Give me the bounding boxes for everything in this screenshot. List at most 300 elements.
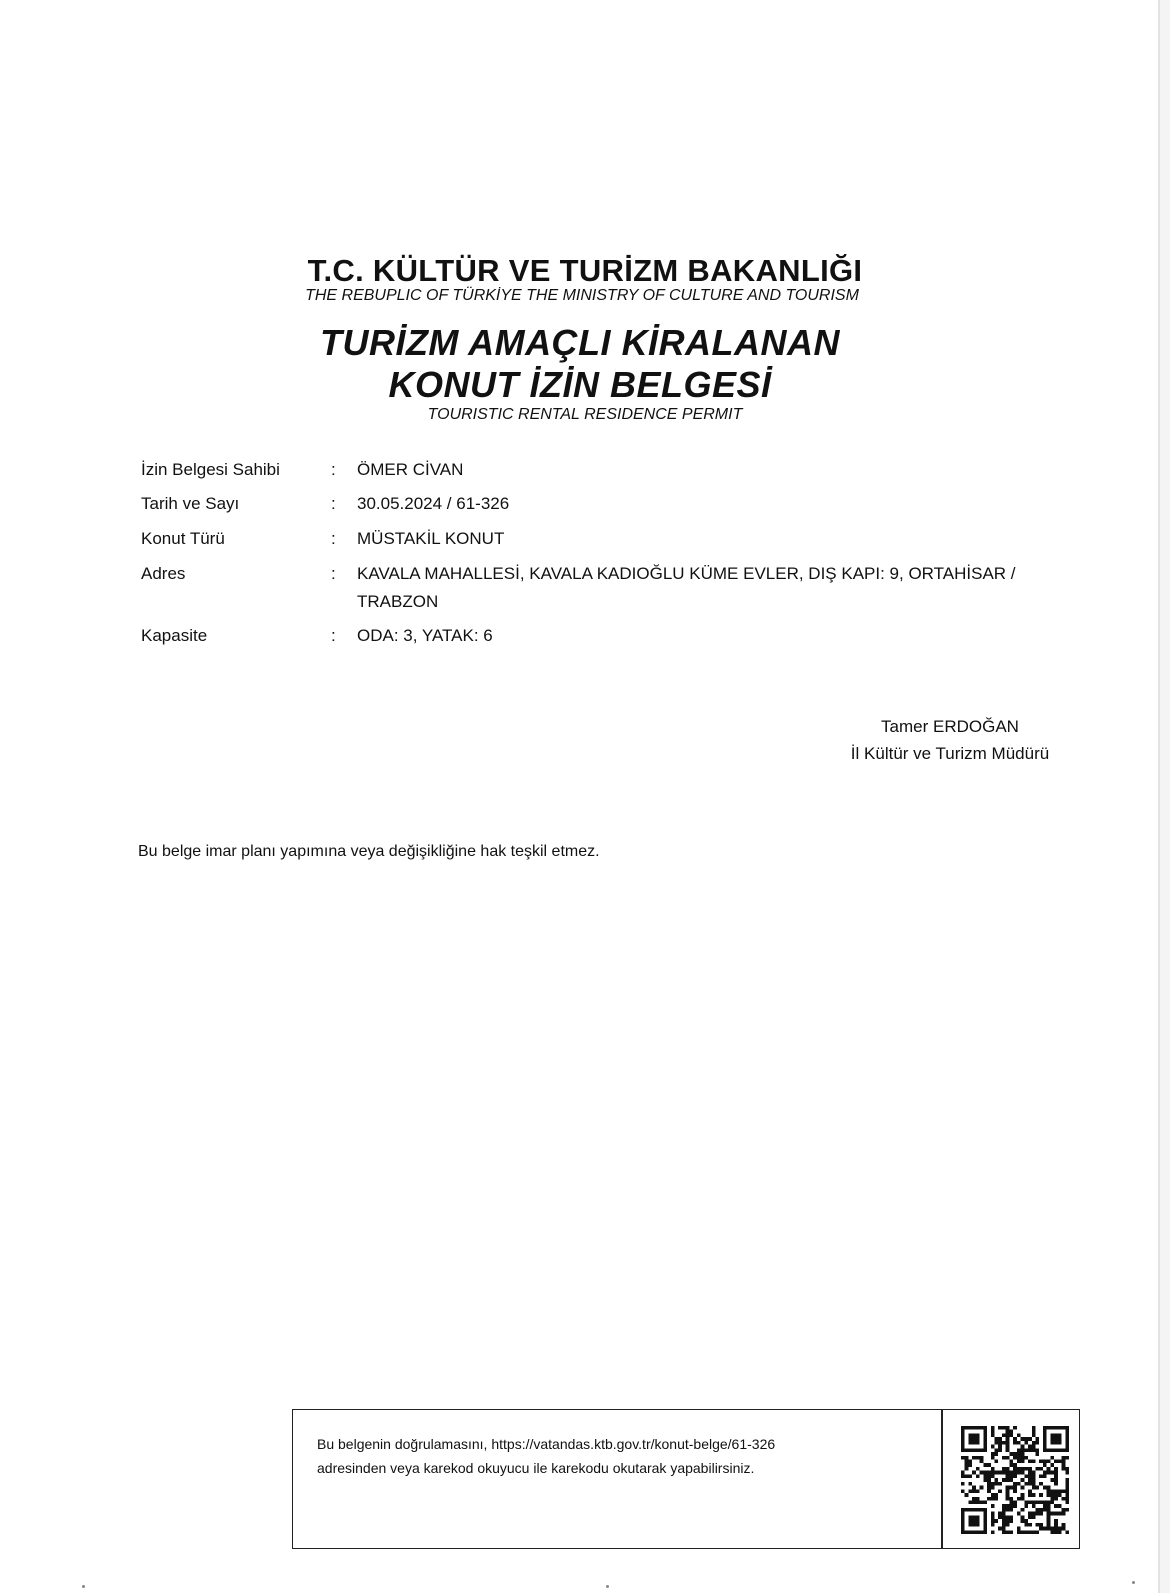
document-title-line1: TURİZM AMAÇLI KİRALANAN [319, 322, 841, 363]
qr-module [1024, 1441, 1028, 1445]
qr-module [1058, 1460, 1062, 1464]
qr-module [961, 1441, 965, 1445]
qr-module [965, 1530, 969, 1534]
qr-module [998, 1437, 1002, 1441]
qr-module [976, 1441, 980, 1445]
qr-module [1021, 1486, 1025, 1490]
qr-module [968, 1519, 972, 1523]
qr-module [968, 1448, 972, 1452]
qr-module [995, 1452, 999, 1456]
qr-module [1062, 1508, 1066, 1512]
qr-module [1054, 1530, 1058, 1534]
qr-module [995, 1493, 999, 1497]
field-label: Kapasite [141, 626, 208, 645]
qr-module [1039, 1467, 1043, 1471]
qr-module [1006, 1497, 1010, 1501]
qr-module [1024, 1448, 1028, 1452]
qr-module [983, 1523, 987, 1527]
qr-module [995, 1482, 999, 1486]
qr-module [1054, 1493, 1058, 1497]
qr-module [1009, 1500, 1013, 1504]
scan-speck [1132, 1581, 1135, 1584]
qr-module [1028, 1482, 1032, 1486]
qr-module [1062, 1456, 1066, 1460]
qr-module [1006, 1430, 1010, 1434]
qr-module [972, 1426, 976, 1430]
qr-module [1035, 1441, 1039, 1445]
field-row-capacity [141, 622, 1091, 652]
qr-module [976, 1426, 980, 1430]
qr-module [1043, 1486, 1047, 1490]
qr-module [1058, 1493, 1062, 1497]
qr-module [1002, 1456, 1006, 1460]
qr-module [1006, 1493, 1010, 1497]
qr-module [1035, 1448, 1039, 1452]
qr-module [983, 1508, 987, 1512]
qr-module [1050, 1512, 1054, 1516]
qr-module [961, 1519, 965, 1523]
field-row-date-number [141, 490, 1091, 525]
qr-module [976, 1467, 980, 1471]
qr-module [1050, 1433, 1054, 1437]
qr-module [1043, 1471, 1047, 1475]
qr-module [1024, 1519, 1028, 1523]
qr-module [1054, 1523, 1058, 1527]
qr-module [1065, 1478, 1069, 1482]
qr-module [1065, 1456, 1069, 1460]
qr-module [972, 1500, 976, 1504]
qr-module [1058, 1530, 1062, 1534]
qr-module [1009, 1508, 1013, 1512]
qr-module [976, 1530, 980, 1534]
qr-module [1065, 1445, 1069, 1449]
qr-module [1039, 1500, 1043, 1504]
qr-module [983, 1463, 987, 1467]
qr-module [1054, 1478, 1058, 1482]
qr-module [1028, 1474, 1032, 1478]
qr-module [1043, 1433, 1047, 1437]
qr-module [998, 1515, 1002, 1519]
qr-module [968, 1426, 972, 1430]
document-title-line2: KONUT İZİN BELGESİ [388, 364, 772, 405]
qr-module [1047, 1508, 1051, 1512]
qr-module [1028, 1448, 1032, 1452]
qr-module [1047, 1493, 1051, 1497]
qr-module [995, 1478, 999, 1482]
qr-module [1065, 1500, 1069, 1504]
qr-module [998, 1441, 1002, 1445]
qr-module [983, 1471, 987, 1475]
qr-module [995, 1460, 999, 1464]
qr-module [1035, 1500, 1039, 1504]
qr-module [1002, 1433, 1006, 1437]
qr-module [1009, 1430, 1013, 1434]
qr-module [1006, 1448, 1010, 1452]
qr-module [1047, 1500, 1051, 1504]
qr-module [980, 1486, 984, 1490]
qr-module [972, 1448, 976, 1452]
qr-module [1054, 1512, 1058, 1516]
qr-module [1039, 1523, 1043, 1527]
qr-module [1065, 1486, 1069, 1490]
qr-module [976, 1519, 980, 1523]
field-colon: : [331, 529, 336, 548]
qr-module [1043, 1463, 1047, 1467]
qr-module [1050, 1497, 1054, 1501]
qr-module [1021, 1460, 1025, 1464]
qr-module [1021, 1448, 1025, 1452]
qr-module [976, 1433, 980, 1437]
ministry-heading: T.C. KÜLTÜR VE TURİZM BAKANLIĞI [307, 253, 863, 288]
qr-module [1006, 1515, 1010, 1519]
qr-module [965, 1493, 969, 1497]
qr-module [1058, 1437, 1062, 1441]
qr-module [1062, 1467, 1066, 1471]
qr-module [1002, 1441, 1006, 1445]
qr-module [1054, 1460, 1058, 1464]
qr-module [1043, 1460, 1047, 1464]
qr-module [1047, 1515, 1051, 1519]
qr-module [1002, 1530, 1006, 1534]
qr-module [1032, 1430, 1036, 1434]
qr-module [1028, 1489, 1032, 1493]
qr-module [1028, 1460, 1032, 1464]
qr-module [965, 1426, 969, 1430]
qr-module [1002, 1478, 1006, 1482]
qr-module [991, 1482, 995, 1486]
qr-module [972, 1508, 976, 1512]
qr-module [1006, 1445, 1010, 1449]
qr-module [1054, 1433, 1058, 1437]
qr-module [1006, 1523, 1010, 1527]
qr-module [1024, 1523, 1028, 1527]
scan-speck [82, 1585, 85, 1588]
qr-module [1021, 1519, 1025, 1523]
qr-module [968, 1433, 972, 1437]
field-colon: : [331, 460, 336, 479]
qr-module [983, 1474, 987, 1478]
qr-module [1002, 1515, 1006, 1519]
qr-module [1021, 1437, 1025, 1441]
qr-module [1017, 1527, 1021, 1531]
qr-module [1035, 1467, 1039, 1471]
qr-module [1050, 1463, 1054, 1467]
qr-module [1013, 1456, 1017, 1460]
qr-module [1006, 1504, 1010, 1508]
qr-module [1062, 1463, 1066, 1467]
qr-module [1058, 1512, 1062, 1516]
qr-module [1058, 1426, 1062, 1430]
qr-module [987, 1478, 991, 1482]
permit-fields [141, 456, 1091, 652]
qr-module [1013, 1467, 1017, 1471]
qr-module [1017, 1467, 1021, 1471]
qr-module [1047, 1519, 1051, 1523]
qr-module [972, 1530, 976, 1534]
qr-module [965, 1448, 969, 1452]
qr-module [1013, 1489, 1017, 1493]
qr-module [995, 1519, 999, 1523]
qr-module [1062, 1460, 1066, 1464]
qr-module [995, 1441, 999, 1445]
qr-module [1050, 1478, 1054, 1482]
qr-module [1021, 1515, 1025, 1519]
qr-module [1009, 1486, 1013, 1490]
qr-module [1054, 1471, 1058, 1475]
qr-module [1054, 1527, 1058, 1531]
qr-module [965, 1474, 969, 1478]
qr-module [1028, 1445, 1032, 1449]
qr-module [1054, 1504, 1058, 1508]
verification-text [317, 1432, 907, 1480]
qr-module [968, 1441, 972, 1445]
qr-module [1021, 1497, 1025, 1501]
field-colon: : [331, 626, 336, 645]
qr-module [1032, 1471, 1036, 1475]
qr-module [1058, 1448, 1062, 1452]
qr-module [1032, 1441, 1036, 1445]
qr-module [1050, 1493, 1054, 1497]
qr-module [991, 1497, 995, 1501]
qr-module [987, 1489, 991, 1493]
qr-module [1043, 1527, 1047, 1531]
qr-module [1021, 1530, 1025, 1534]
field-row-holder [141, 456, 1091, 490]
qr-module [972, 1486, 976, 1490]
qr-module [983, 1515, 987, 1519]
qr-module [1062, 1523, 1066, 1527]
qr-module [1017, 1452, 1021, 1456]
qr-module [1058, 1527, 1062, 1531]
qr-module [1054, 1437, 1058, 1441]
qr-module [961, 1530, 965, 1534]
qr-module [968, 1515, 972, 1519]
qr-module [991, 1456, 995, 1460]
qr-module [1043, 1504, 1047, 1508]
qr-module [1043, 1437, 1047, 1441]
qr-module [968, 1460, 972, 1464]
qr-module [1006, 1467, 1010, 1471]
qr-module [1013, 1452, 1017, 1456]
qr-module [1062, 1448, 1066, 1452]
signer-title: İl Kültür ve Turizm Müdürü [850, 744, 1050, 763]
qr-module [991, 1426, 995, 1430]
qr-module [1009, 1433, 1013, 1437]
qr-module [1047, 1448, 1051, 1452]
qr-module [1009, 1478, 1013, 1482]
qr-module [1065, 1437, 1069, 1441]
qr-module [972, 1437, 976, 1441]
qr-module [965, 1460, 969, 1464]
qr-module [1002, 1426, 1006, 1430]
qr-module [1043, 1441, 1047, 1445]
qr-module [1058, 1433, 1062, 1437]
qr-module [1028, 1471, 1032, 1475]
qr-module [972, 1456, 976, 1460]
qr-module [961, 1426, 965, 1430]
qr-module [1035, 1508, 1039, 1512]
qr-module [983, 1530, 987, 1534]
qr-module [961, 1474, 965, 1478]
qr-module [1028, 1437, 1032, 1441]
qr-module [998, 1527, 1002, 1531]
qr-module [1035, 1512, 1039, 1516]
qr-module [991, 1430, 995, 1434]
qr-module [991, 1504, 995, 1508]
qr-module [1017, 1482, 1021, 1486]
qr-module [1006, 1530, 1010, 1534]
qr-module [1032, 1426, 1036, 1430]
qr-module [1017, 1433, 1021, 1437]
qr-module [961, 1433, 965, 1437]
qr-module [1006, 1489, 1010, 1493]
qr-module [991, 1474, 995, 1478]
qr-module [983, 1519, 987, 1523]
qr-module [961, 1515, 965, 1519]
qr-module [968, 1437, 972, 1441]
qr-module [1013, 1500, 1017, 1504]
qr-module [1054, 1497, 1058, 1501]
qr-module [1054, 1441, 1058, 1445]
qr-module [976, 1508, 980, 1512]
qr-module [998, 1471, 1002, 1475]
qr-module [987, 1471, 991, 1475]
qr-module [1017, 1456, 1021, 1460]
qr-module [1006, 1456, 1010, 1460]
verification-box [292, 1409, 1080, 1549]
qr-module [1013, 1426, 1017, 1430]
field-label: İzin Belgesi Sahibi [141, 460, 280, 479]
qr-module [976, 1448, 980, 1452]
qr-module [1013, 1474, 1017, 1478]
qr-module [1002, 1519, 1006, 1523]
qr-module [1039, 1527, 1043, 1531]
qr-module [1002, 1508, 1006, 1512]
qr-module [968, 1500, 972, 1504]
qr-module [1035, 1486, 1039, 1490]
qr-module [991, 1486, 995, 1490]
qr-module [983, 1445, 987, 1449]
qr-module [991, 1519, 995, 1523]
qr-module [1065, 1471, 1069, 1475]
qr-module [1006, 1471, 1010, 1475]
qr-module [1009, 1460, 1013, 1464]
legal-notice: Bu belge imar planı yapımına veya değişikliğine hak teşkil etmez. [138, 843, 600, 860]
qr-module [1035, 1523, 1039, 1527]
qr-module [998, 1426, 1002, 1430]
qr-module [1024, 1474, 1028, 1478]
qr-module [961, 1456, 965, 1460]
qr-module [961, 1508, 965, 1512]
field-value: ÖMER CİVAN [357, 460, 464, 479]
qr-module [1009, 1452, 1013, 1456]
qr-module [995, 1497, 999, 1501]
qr-module [1009, 1471, 1013, 1475]
qr-module [1050, 1500, 1054, 1504]
qr-module [1047, 1471, 1051, 1475]
qr-module [983, 1448, 987, 1452]
qr-module [991, 1493, 995, 1497]
qr-module [1028, 1478, 1032, 1482]
qr-module [980, 1448, 984, 1452]
page-edge-line [1158, 0, 1160, 1593]
qr-module [1065, 1467, 1069, 1471]
qr-module [998, 1489, 1002, 1493]
qr-module [998, 1448, 1002, 1452]
qr-module [965, 1467, 969, 1471]
field-row-address [141, 560, 1091, 622]
qr-module [1002, 1467, 1006, 1471]
field-value: KAVALA MAHALLESİ, KAVALA KADIOĞLU KÜME EVLER, DIŞ KAPI: 9, ORTAHİSAR / TRABZON [357, 564, 1016, 611]
qr-module [972, 1489, 976, 1493]
qr-module [1043, 1448, 1047, 1452]
qr-module [983, 1426, 987, 1430]
qr-module [1021, 1478, 1025, 1482]
qr-module [983, 1500, 987, 1504]
qr-module [1002, 1512, 1006, 1516]
qr-module [983, 1527, 987, 1531]
qr-module [1017, 1497, 1021, 1501]
qr-module [965, 1456, 969, 1460]
qr-module [980, 1471, 984, 1475]
qr-module [1039, 1512, 1043, 1516]
qr-module [1021, 1467, 1025, 1471]
scan-speck [606, 1585, 609, 1588]
qr-module [1032, 1448, 1036, 1452]
qr-module [1009, 1497, 1013, 1501]
qr-module [972, 1471, 976, 1475]
qr-module [1062, 1489, 1066, 1493]
qr-module [1002, 1523, 1006, 1527]
qr-module [1013, 1504, 1017, 1508]
qr-module [961, 1512, 965, 1516]
qr-module [1028, 1512, 1032, 1516]
qr-module [1017, 1460, 1021, 1464]
qr-module [998, 1482, 1002, 1486]
qr-module [972, 1497, 976, 1501]
qr-module [1050, 1426, 1054, 1430]
qr-module [1050, 1437, 1054, 1441]
qr-module [987, 1474, 991, 1478]
qr-module [1054, 1489, 1058, 1493]
qr-module [980, 1460, 984, 1464]
qr-module [1021, 1508, 1025, 1512]
qr-module [1009, 1530, 1013, 1534]
qr-module [1050, 1530, 1054, 1534]
qr-module [991, 1445, 995, 1449]
qr-module [1043, 1474, 1047, 1478]
qr-module [995, 1437, 999, 1441]
qr-module [972, 1515, 976, 1519]
qr-module [991, 1467, 995, 1471]
qr-module [965, 1463, 969, 1467]
qr-module [1032, 1515, 1036, 1519]
qr-module [961, 1437, 965, 1441]
qr-module [1050, 1471, 1054, 1475]
qr-module [980, 1456, 984, 1460]
qr-module [1039, 1482, 1043, 1486]
qr-module [1050, 1489, 1054, 1493]
field-label: Konut Türü [141, 529, 225, 548]
qr-module [976, 1497, 980, 1501]
qr-module [972, 1441, 976, 1445]
qr-module [1002, 1527, 1006, 1531]
qr-module [976, 1500, 980, 1504]
qr-module [1006, 1441, 1010, 1445]
qr-module [1043, 1445, 1047, 1449]
qr-module [1024, 1504, 1028, 1508]
qr-module [1017, 1530, 1021, 1534]
